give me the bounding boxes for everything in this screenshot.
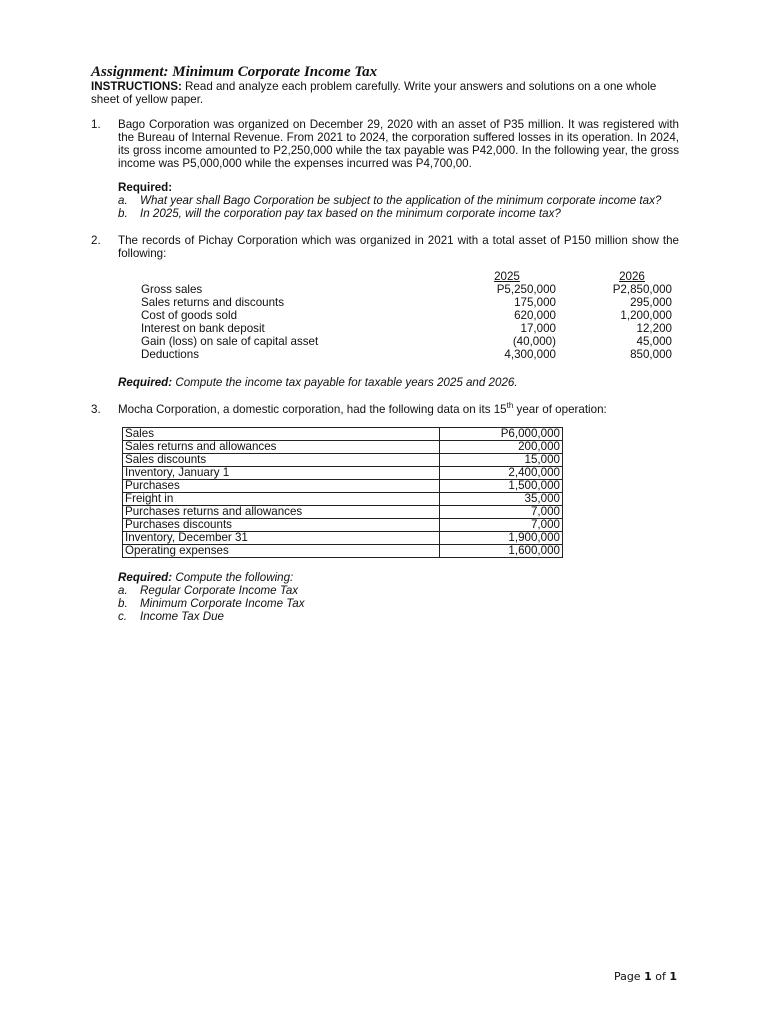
row-label: Interest on bank deposit <box>141 322 265 335</box>
table-cell-value: 1,900,000 <box>440 532 563 545</box>
table-cell-label: Inventory, December 31 <box>123 532 440 545</box>
problem-3-required <box>118 571 679 623</box>
problem-3-item-b <box>118 597 679 610</box>
problem-3-number: 3. <box>91 403 101 416</box>
table-cell-value: 1,600,000 <box>440 545 563 558</box>
problem-2-text: The records of Pichay Corporation which was organized in 2021 with a total asset of P150 million show the following: <box>118 234 679 260</box>
table-cell-label: Sales discounts <box>123 454 440 467</box>
assignment-title: Assignment: Minimum Corporate Income Tax <box>91 64 378 80</box>
row-value-2025: P5,250,000 <box>496 283 556 296</box>
table-cell-value: 200,000 <box>440 441 563 454</box>
year-header-2025: 2025 <box>494 270 520 283</box>
table-row <box>123 545 563 558</box>
table-cell-label: Purchases <box>123 480 440 493</box>
table-cell-label: Freight in <box>123 493 440 506</box>
problem-1 <box>91 118 679 220</box>
problem-3-item-a <box>118 584 679 597</box>
row-label: Gross sales <box>141 283 203 296</box>
table-row <box>123 441 563 454</box>
row-label: Sales returns and discounts <box>141 296 285 309</box>
table-cell-label: Sales returns and allowances <box>123 441 440 454</box>
row-value-2025: 17,000 <box>520 322 556 335</box>
problem-3-text <box>118 403 679 416</box>
item-text: Regular Corporate Income Tax <box>140 584 299 597</box>
problem-3-required-text: Compute the following: <box>172 571 294 584</box>
table-cell-label: Inventory, January 1 <box>123 467 440 480</box>
table-row <box>123 428 563 441</box>
item-letter: a. <box>118 194 128 207</box>
row-value-2026: P2,850,000 <box>612 283 672 296</box>
table-row <box>123 480 563 493</box>
document-page <box>91 64 679 623</box>
table-row <box>123 454 563 467</box>
problem-2 <box>91 234 679 389</box>
problem-3-required-label: Required: <box>118 571 173 584</box>
problem-3 <box>91 403 679 416</box>
item-letter: b. <box>118 207 128 220</box>
table-cell-label: Sales <box>123 428 440 441</box>
problem-2-required <box>118 376 679 389</box>
table-cell-label: Purchases discounts <box>123 519 440 532</box>
year-header-2026: 2026 <box>619 270 645 283</box>
item-text: In 2025, will the corporation pay tax based on the minimum corporate income tax? <box>140 207 561 220</box>
table-cell-label: Purchases returns and allowances <box>123 506 440 519</box>
row-value-2026: 1,200,000 <box>620 309 672 322</box>
row-value-2025: 4,300,000 <box>504 348 556 361</box>
instructions-text: Read and analyze each problem carefully. Write your answers and solutions on a one whole sheet of yellow paper. <box>91 80 657 106</box>
table-cell-value: 35,000 <box>440 493 563 506</box>
row-value-2026: 45,000 <box>636 335 672 348</box>
problem-3-text-after: year of operation: <box>513 403 607 416</box>
item-text: Minimum Corporate Income Tax <box>140 597 305 610</box>
page-footer <box>614 970 677 983</box>
table-cell-value: 7,000 <box>440 519 563 532</box>
problem-3-required-line <box>118 571 679 584</box>
row-value-2026: 850,000 <box>630 348 672 361</box>
row-label: Cost of goods sold <box>141 309 238 322</box>
problem-1-required <box>118 181 679 220</box>
table-cell-value: 2,400,000 <box>440 467 563 480</box>
problem-1-text: Bago Corporation was organized on December 29, 2020 with an asset of P35 million. It was registered with the Bureau of Internal Revenue. From 2021 to 2024, the corporation suffered losses in its operation. In 2024, its gross income amounted to P2,250,000 while the tax payable was P42,000. In the following year, the gross income was P5,000,000 while the expenses incurred was P4,700,00. <box>118 118 679 170</box>
problem-1-item-b <box>118 207 679 220</box>
item-text: Income Tax Due <box>140 610 224 623</box>
row-value-2025: (40,000) <box>512 335 556 348</box>
row-value-2025: 620,000 <box>514 309 556 322</box>
footer-prefix: Page <box>613 970 645 983</box>
problem-3-item-c <box>118 610 679 623</box>
problem-2-required-text: Compute the income tax payable for taxable years 2025 and 2026. <box>172 376 518 389</box>
item-text: What year shall Bago Corporation be subject to the application of the minimum corporate income tax? <box>140 194 662 207</box>
table-cell-value: 15,000 <box>440 454 563 467</box>
problem-2-required-label: Required: <box>118 376 173 389</box>
table-cell-label: Operating expenses <box>123 545 440 558</box>
item-letter: b. <box>118 597 128 610</box>
table-cell-value: 7,000 <box>440 506 563 519</box>
instructions-label: INSTRUCTIONS: <box>91 80 182 93</box>
problem-1-required-label: Required: <box>118 181 173 194</box>
problem-3-text-before: Mocha Corporation, a domestic corporation, had the following data on its 15 <box>118 403 507 416</box>
table-row <box>123 506 563 519</box>
footer-page-number: 1 <box>644 970 652 983</box>
table-cell-value: P6,000,000 <box>440 428 563 441</box>
item-letter: a. <box>118 584 128 597</box>
footer-page-total: 1 <box>669 970 677 983</box>
problem-2-number: 2. <box>91 234 101 247</box>
mocha-data-table <box>122 427 563 558</box>
row-label: Gain (loss) on sale of capital asset <box>141 335 319 348</box>
table-row <box>123 467 563 480</box>
footer-of: of <box>651 970 670 983</box>
item-letter: c. <box>118 610 128 623</box>
table-row <box>123 532 563 545</box>
ordinal-suffix: th <box>506 401 514 411</box>
row-label: Deductions <box>141 348 200 361</box>
instructions <box>91 80 679 106</box>
pichay-financial-data <box>118 270 679 362</box>
row-value-2026: 12,200 <box>636 322 672 335</box>
table-row <box>123 519 563 532</box>
table-row <box>123 493 563 506</box>
table-cell-value: 1,500,000 <box>440 480 563 493</box>
problem-1-number: 1. <box>91 118 101 131</box>
problem-1-item-a <box>118 194 679 207</box>
row-value-2025: 175,000 <box>514 296 556 309</box>
row-value-2026: 295,000 <box>630 296 672 309</box>
